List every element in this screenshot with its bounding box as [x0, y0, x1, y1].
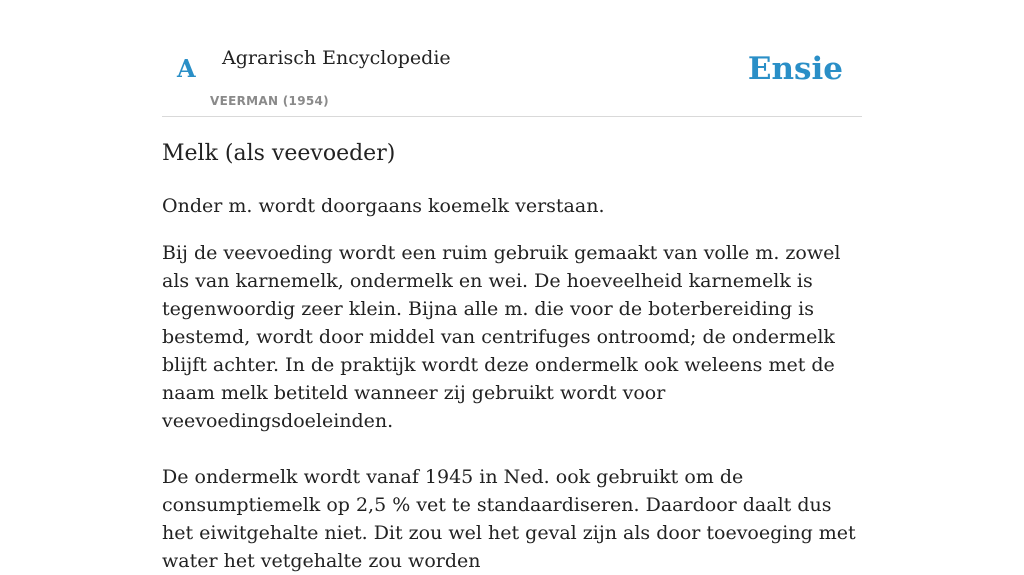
- encyclopedia-author: VEERMAN (1954): [210, 94, 329, 108]
- article: [162, 137, 862, 575]
- header: [162, 0, 862, 117]
- article-paragraph-2: Bij de veevoeding wordt een ruim gebruik gemaakt van volle m. zowel als van karnemelk, ondermelk en wei. De hoeveelheid karnemelk is tegenwoordig zeer klein. Bijna alle m. die voor de boterbereiding is bestemd, wordt door middel van centrifuges ontroomd; de ondermelk blijft achter. In de praktijk wordt deze ondermelk ook weleens met de naam melk betiteld wanneer zij gebruikt wordt voor veevoedingsdoeleinden.: [162, 242, 841, 432]
- ensie-logo-link[interactable]: Ensie: [747, 51, 843, 87]
- article-paragraph-3: De ondermelk wordt vanaf 1945 in Ned. ook gebruikt om de consumptiemelk op 2,5 % vet te standaardiseren. Daardoor daalt dus het eiwitgehalte niet. Dit zou wel het geval zijn als door toevoeging met water het vetgehalte zou worden: [162, 466, 856, 572]
- encyclopedia-title-link[interactable]: Agrarisch Encyclopedie: [222, 47, 451, 69]
- article-paragraph-1: Onder m. wordt doorgaans koemelk verstaan.: [162, 195, 605, 217]
- encyclopedia-letter-logo[interactable]: A: [177, 54, 196, 83]
- article-title: Melk (als veevoeder): [162, 141, 396, 166]
